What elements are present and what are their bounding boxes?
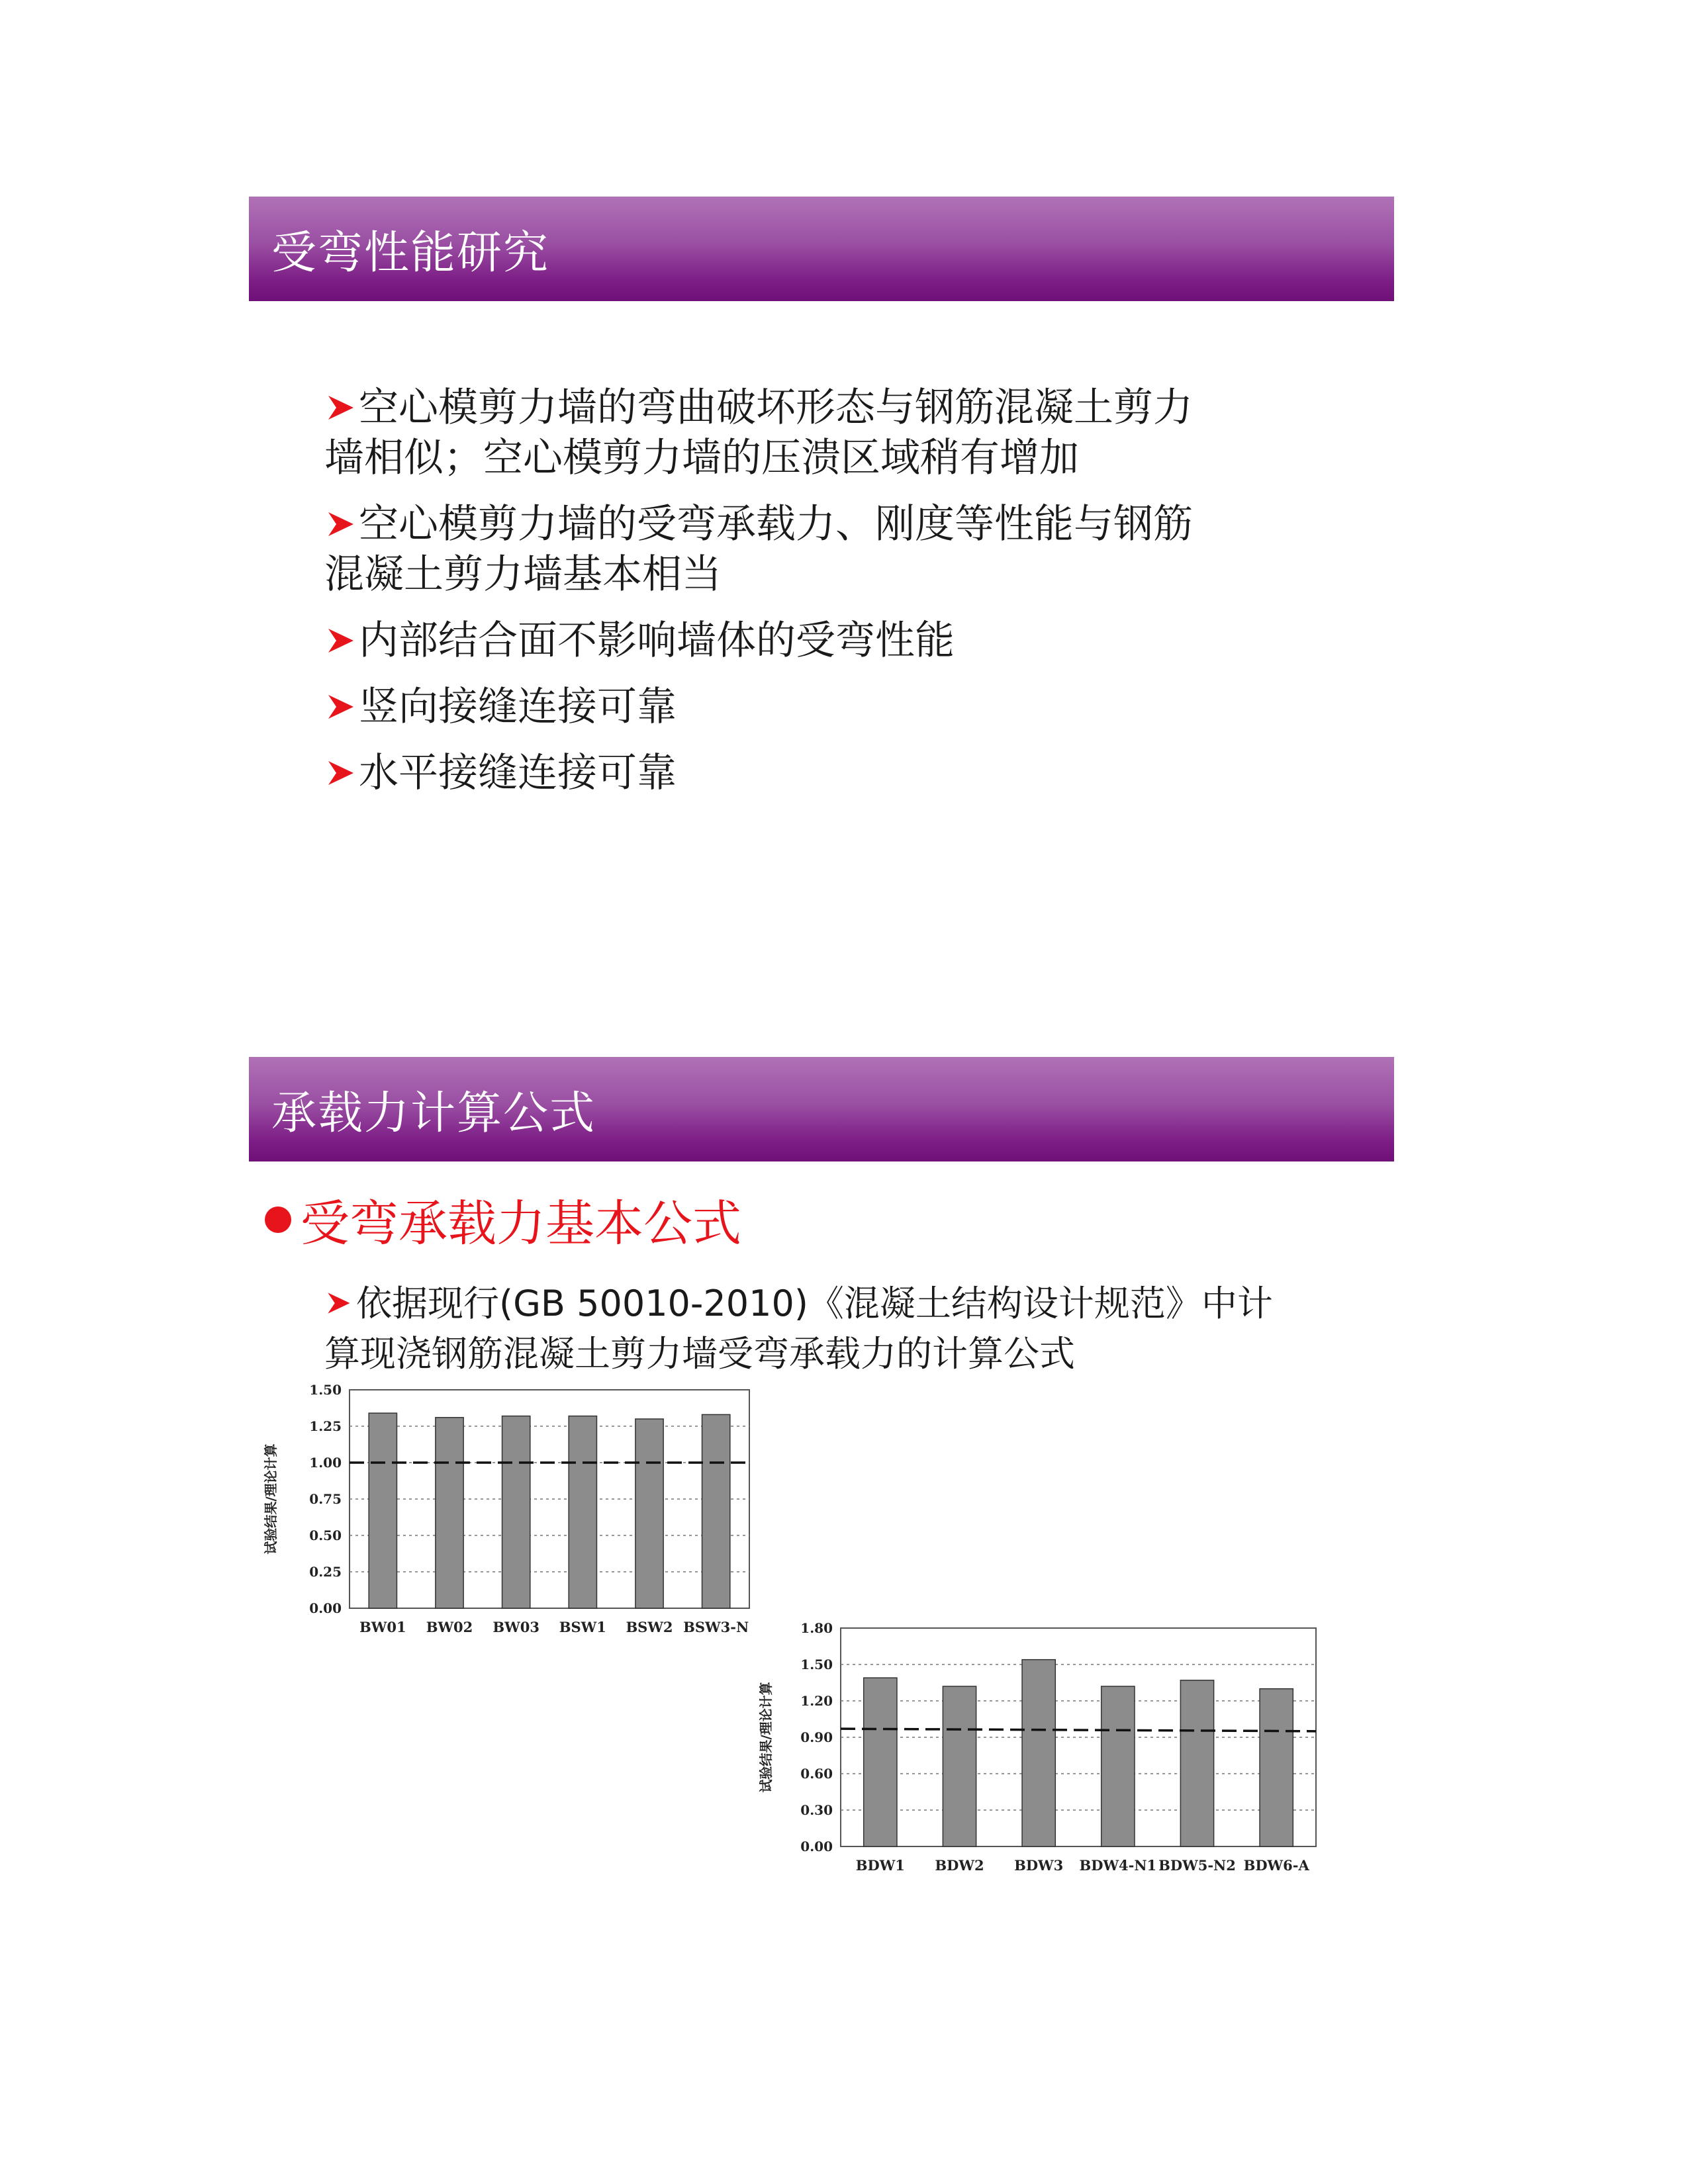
bar-chart-bdw	[748, 1620, 1344, 1898]
bar	[864, 1678, 897, 1846]
y-tick-label: 0.90	[800, 1729, 833, 1745]
plot-frame	[841, 1628, 1316, 1846]
reference-line	[841, 1729, 1316, 1731]
bar	[943, 1686, 976, 1846]
y-axis-label: 试验结果/理论计算	[263, 1443, 279, 1555]
list-item: 内部结合面不影响墙体的受弯性能	[324, 615, 1331, 666]
y-tick-label: 0.75	[309, 1491, 342, 1507]
arrow-bullet-icon	[324, 392, 356, 424]
y-tick-label: 1.20	[800, 1693, 833, 1709]
y-tick-label: 0.00	[309, 1600, 342, 1616]
x-tick-label: BSW1	[559, 1619, 606, 1635]
x-tick-label: BDW6-A	[1243, 1857, 1309, 1874]
arrow-bullet-icon	[324, 757, 356, 789]
y-tick-label: 0.50	[309, 1527, 342, 1543]
arrow-bullet-icon	[324, 625, 356, 657]
arrow-bullet-icon	[324, 1289, 352, 1317]
bar	[436, 1418, 463, 1608]
y-axis-label: 试验结果/理论计算	[758, 1682, 774, 1793]
bar	[702, 1414, 730, 1608]
y-tick-label: 1.50	[309, 1383, 342, 1398]
y-tick-label: 1.80	[800, 1620, 833, 1636]
dot-bullet-icon	[265, 1206, 291, 1233]
bar	[1260, 1689, 1293, 1846]
arrow-bullet-icon	[324, 508, 356, 540]
section-title: 受弯性能研究	[271, 226, 550, 279]
x-tick-label: BW03	[492, 1619, 539, 1635]
bar	[502, 1416, 530, 1608]
bar	[1102, 1686, 1135, 1846]
y-tick-label: 0.30	[800, 1802, 833, 1818]
section-title: 承载力计算公式	[271, 1087, 596, 1140]
y-tick-label: 0.00	[800, 1839, 833, 1854]
bar	[1180, 1680, 1213, 1846]
x-tick-label: BSW2	[626, 1619, 673, 1635]
list-item: 竖向接缝连接可靠	[324, 682, 1331, 732]
x-tick-label: BDW4-N1	[1079, 1857, 1157, 1874]
bar	[569, 1416, 596, 1608]
y-tick-label: 1.00	[309, 1455, 342, 1471]
x-tick-label: BSW3-N	[683, 1619, 749, 1635]
subsection-heading: 受弯承载力基本公式	[265, 1185, 741, 1255]
y-tick-label: 0.60	[800, 1766, 833, 1782]
bar	[369, 1413, 397, 1608]
x-tick-label: BDW2	[935, 1857, 984, 1874]
list-item: 水平接缝连接可靠	[324, 748, 1331, 798]
x-tick-label: BW02	[426, 1619, 473, 1635]
y-tick-label: 1.50	[800, 1657, 833, 1672]
bar	[635, 1419, 663, 1608]
section-header-capacity	[249, 1057, 1394, 1161]
bar	[1022, 1660, 1055, 1846]
x-tick-label: BW01	[359, 1619, 406, 1635]
y-tick-label: 1.25	[309, 1418, 342, 1434]
findings-list	[324, 383, 1331, 814]
arrow-bullet-icon	[324, 691, 356, 723]
list-item: 空心模剪力墙的受弯承载力、刚度等性能与钢筋 混凝土剪力墙基本相当	[324, 501, 1193, 598]
formula-description: 依据现行(GB 50010-2010)《混凝土结构设计规范》中计 算现浇钢筋混凝土剪力墙受弯承载力的计算公式	[324, 1283, 1273, 1375]
x-tick-label: BDW3	[1014, 1857, 1064, 1874]
section-header-flexural	[249, 197, 1394, 301]
list-item: 空心模剪力墙的弯曲破坏形态与钢筋混凝土剪力 墙相似；空心模剪力墙的压溃区域稍有增加	[324, 385, 1193, 481]
y-tick-label: 0.25	[309, 1564, 342, 1580]
x-tick-label: BDW5-N2	[1158, 1857, 1236, 1874]
x-tick-label: BDW1	[855, 1857, 905, 1874]
bar-chart-bw	[249, 1383, 778, 1668]
